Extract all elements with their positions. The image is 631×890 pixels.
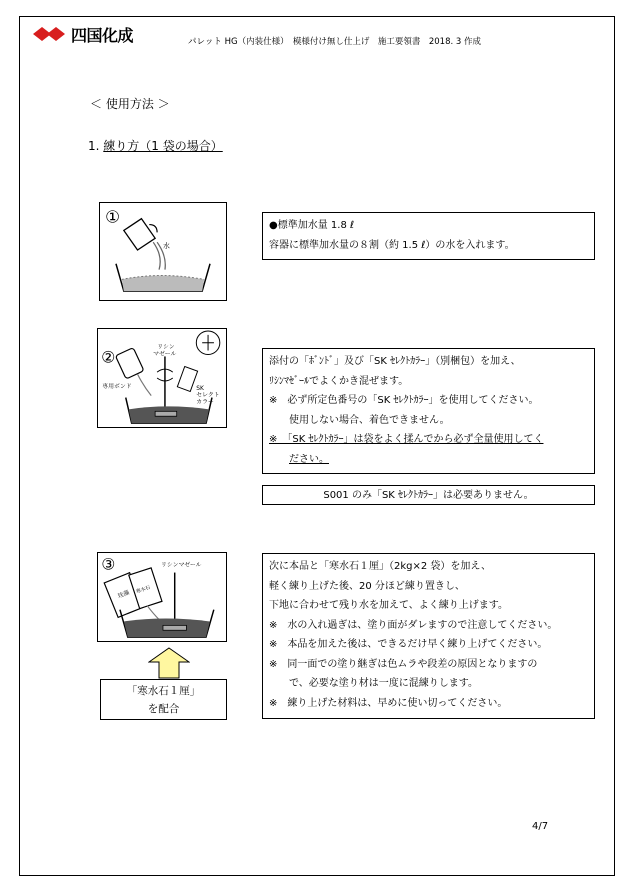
section-title: ＜ 使用方法 ＞ [90, 97, 170, 111]
step2-label: マゼール [153, 351, 177, 358]
company-name: 四国化成 [71, 25, 134, 45]
step3-line: 次に本品と「寒水石１厘」（2kg×2 袋）を加え、 [269, 561, 492, 572]
step2-label: SK [196, 385, 204, 392]
step2-bottle-icon [115, 348, 144, 379]
step3-line: ※ 同一面での塗り継ぎは色ムラや段差の原因となりますの [269, 658, 538, 670]
step3-line: ※ 本品を加えた後は、できるだけ早く練り上げてください。 [269, 639, 548, 650]
step3-label: リシンマゼール [161, 562, 202, 569]
up-arrow-icon [148, 647, 190, 679]
step1-line: ●標準加水量 1.8 ℓ [269, 220, 355, 231]
step2-label: カラー [196, 399, 214, 406]
step3-bag-icon [104, 568, 162, 618]
step1-illustration [99, 202, 227, 301]
step3-label: 珪藻 [117, 590, 131, 601]
step2-illustration [97, 328, 227, 428]
mix-label-line: 「寒水石１厘」 [126, 685, 201, 697]
mix-label-box [100, 679, 227, 720]
step3-instructions [262, 553, 595, 719]
mix-label-line: を配合 [147, 703, 180, 715]
step2-line: ※ 「SK ｾﾚｸﾄｶﾗｰ」は袋をよく揉んでから必ず全量使用してく [269, 434, 544, 445]
step2-color-pack-icon [177, 367, 197, 392]
step1-bucket-icon [116, 264, 210, 291]
step3-line: 下地に合わせて残り水を加えて、よく練り上げます。 [269, 600, 508, 611]
logo-diamond-icon [33, 26, 69, 42]
step3-line: 軽く練り上げた後、20 分ほど練り置きし、 [269, 580, 465, 592]
step2-label: セレクト [196, 392, 220, 399]
step3-number: ③ [101, 554, 116, 574]
step2-instructions [262, 348, 595, 474]
subsection-title: 練り方（1 袋の場合） [103, 139, 223, 153]
step3-label: 寒水石 [135, 584, 152, 595]
step1-cup-icon [124, 219, 157, 250]
step2-line: ※ 必ず所定色番号の「SK ｾﾚｸﾄｶﾗｰ」を使用してください。 [269, 395, 539, 406]
step1-instructions [262, 212, 595, 260]
step2-label: リシン [157, 344, 175, 351]
step3-line: ※ 水の入れ過ぎは、塗り面がダレますので注意してください。 [269, 619, 558, 631]
step3-line: ※ 練り上げた材料は、早めに使い切ってください。 [269, 697, 508, 709]
step2-line: 使用しない場合、着色できません。 [289, 414, 450, 426]
step2-line: ださい。 [289, 453, 329, 465]
step3-line: で、必要な塗り材は一度に混練りします。 [289, 678, 478, 689]
document-title: パレット HG（内装仕様） 模様付け無し仕上げ 施工要領書 2018. 3 作成 [188, 37, 481, 47]
step1-label-water: 水 [163, 242, 170, 251]
subsection-number: 1. [88, 139, 100, 153]
step1-number: ① [105, 207, 121, 227]
page-number: 4/7 [532, 821, 549, 832]
step2-label: 専用ボンド [102, 383, 132, 390]
step3-bucket-icon [120, 610, 214, 637]
step2-line: 添付の「ﾎﾞﾝﾄﾞ」及び「SK ｾﾚｸﾄｶﾗｰ」（別梱包）を加え、 [269, 356, 521, 367]
step2-note: S001 のみ「SK ｾﾚｸﾄｶﾗｰ」は必要ありません。 [262, 485, 595, 505]
subsection-heading [88, 137, 223, 154]
step2-line: ﾘｼﾝﾏｾﾞｰﾙでよくかき混ぜます。 [269, 375, 409, 387]
step1-line: 容器に標準加水量の８割（約 1.5 ℓ）の水を入れます。 [269, 239, 515, 251]
step2-number: ② [101, 347, 116, 367]
step3-illustration [97, 552, 227, 642]
company-logo [33, 24, 133, 44]
